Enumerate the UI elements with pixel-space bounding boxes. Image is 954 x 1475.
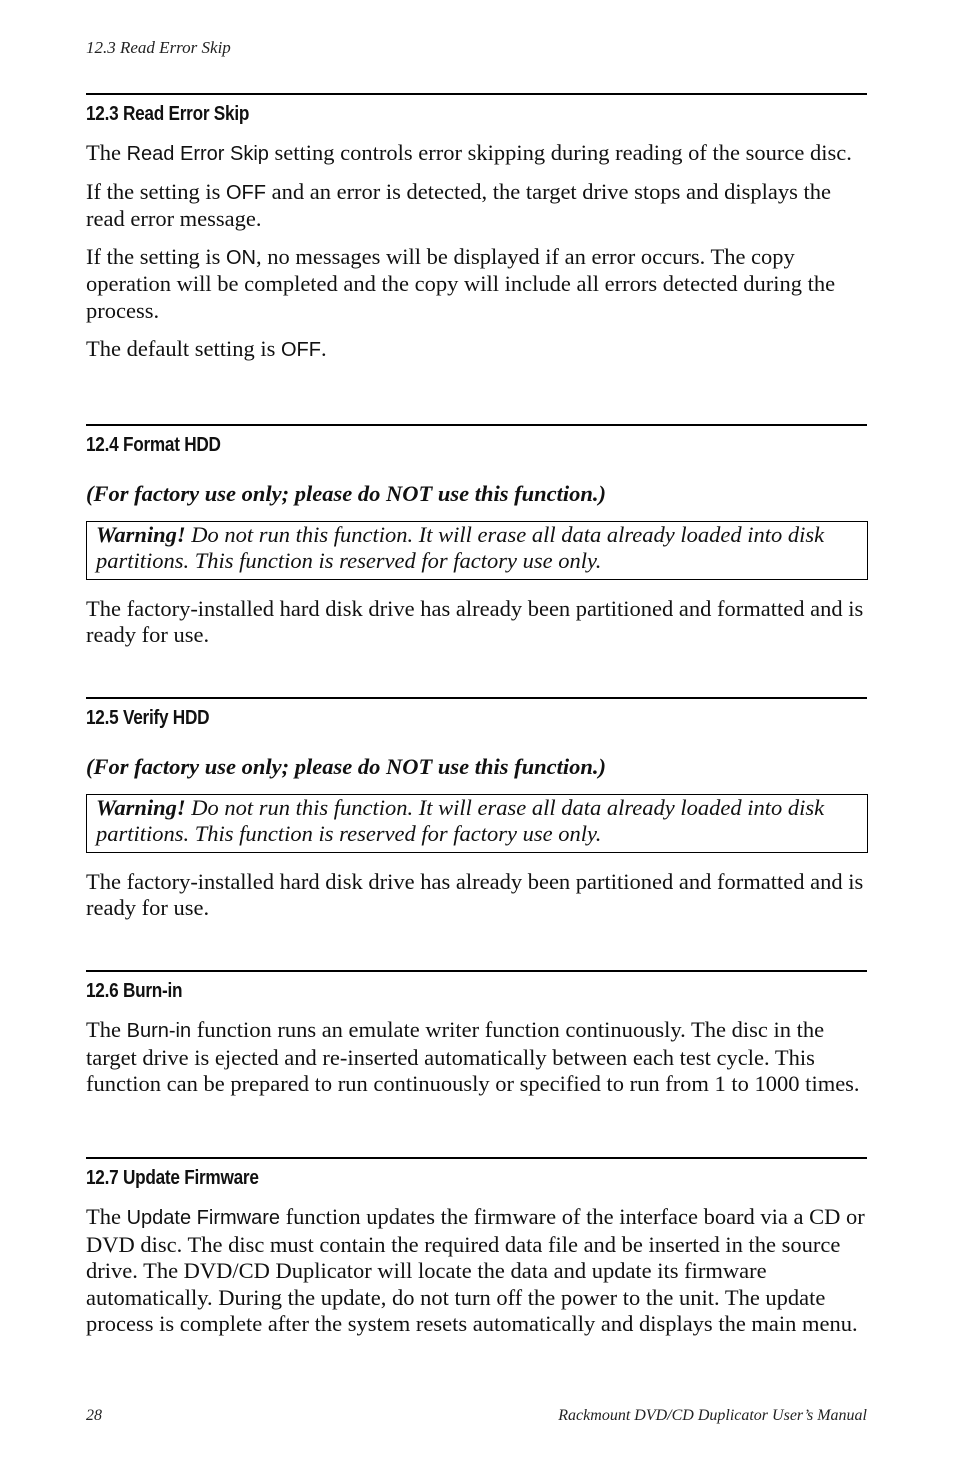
paragraph: The factory-installed hard disk drive has already been partitioned and formatted and is ready for use. bbox=[86, 595, 864, 648]
section-rule bbox=[86, 1157, 867, 1159]
section-verify-hdd bbox=[86, 697, 867, 922]
section-format-hdd bbox=[86, 424, 867, 649]
factory-use-note: (For factory use only; please do NOT use this function.) bbox=[86, 481, 606, 506]
section-heading: 12.6 Burn-in bbox=[86, 980, 183, 1002]
manual-title: Rackmount DVD/CD Duplicator User’s Manual bbox=[558, 1407, 867, 1424]
setting-term: ON bbox=[225, 246, 256, 269]
paragraph: If the setting is ON, no messages will be displayed if an error occurs. The copy operation will be completed and the copy will include all errors detected during the process. bbox=[86, 243, 836, 323]
section-rule bbox=[86, 424, 867, 426]
paragraph: The Read Error Skip setting controls error skipping during reading of the source disc. bbox=[86, 140, 852, 165]
running-head: 12.3 Read Error Skip bbox=[86, 38, 231, 57]
section-rule bbox=[86, 697, 867, 699]
paragraph: The factory-installed hard disk drive has already been partitioned and formatted and is ready for use. bbox=[86, 868, 864, 921]
function-term: Burn-in bbox=[126, 1020, 192, 1042]
warning-label: Warning! bbox=[96, 521, 186, 547]
warning-box: Warning! Do not run this function. It will erase all data already loaded into disk partitions. This function is reserved for factory use only. bbox=[86, 794, 868, 853]
section-heading: 12.5 Verify HDD bbox=[86, 707, 210, 729]
section-heading: 12.7 Update Firmware bbox=[86, 1167, 259, 1189]
paragraph: The default setting is OFF. bbox=[86, 335, 327, 361]
paragraph: The Update Firmware function updates the firmware of the interface board via a CD or DVD disc. The disc must contain the required data file and be inserted in the source drive. The DVD/CD Duplicator will locate the data and update its firmware automatically. During the update, do not turn off the power to the unit. The update process is complete after the system resets automatically and displays the main menu. bbox=[86, 1204, 865, 1337]
function-term: Update Firmware bbox=[126, 1207, 280, 1229]
setting-term: OFF bbox=[280, 338, 321, 361]
paragraph: The Burn-in function runs an emulate writer function continuously. The disc in the target drive is ejected and re-inserted automatically between each test cycle. This function can be prepared to run continuously or specified to run from 1 to 1000 times. bbox=[86, 1017, 860, 1097]
warning-label: Warning! bbox=[96, 794, 186, 820]
section-rule bbox=[86, 970, 867, 972]
section-rule bbox=[86, 93, 867, 95]
section-heading: 12.3 Read Error Skip bbox=[86, 103, 250, 125]
section-update-firmware bbox=[86, 1157, 867, 1338]
page-number: 28 bbox=[86, 1407, 102, 1424]
factory-use-note: (For factory use only; please do NOT use this function.) bbox=[86, 754, 606, 779]
paragraph: If the setting is OFF and an error is detected, the target drive stops and displays the read error message. bbox=[86, 178, 832, 232]
section-burn-in bbox=[86, 970, 867, 1098]
section-read-error-skip bbox=[86, 93, 867, 363]
setting-term: OFF bbox=[225, 181, 266, 204]
warning-box: Warning! Do not run this function. It will erase all data already loaded into disk partitions. This function is reserved for factory use only. bbox=[86, 521, 868, 580]
setting-term: Read Error Skip bbox=[126, 143, 269, 165]
section-heading: 12.4 Format HDD bbox=[86, 434, 221, 456]
